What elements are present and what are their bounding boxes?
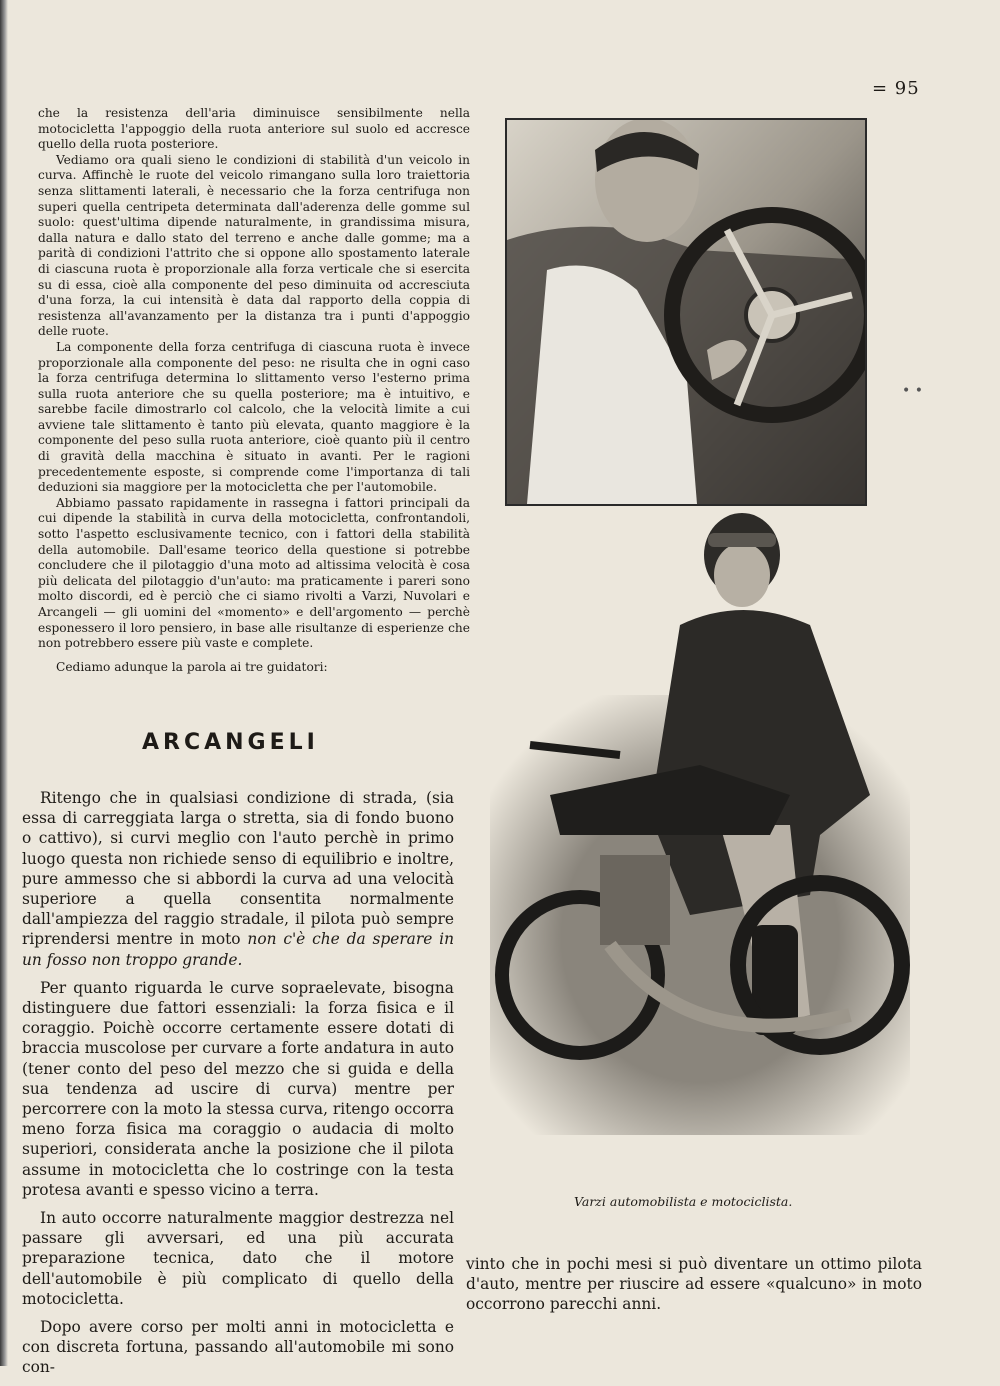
photo-driver-in-car-illustration <box>507 120 865 504</box>
photo-rider-on-motorcycle-illustration <box>490 495 910 1135</box>
paragraph: che la resistenza dell'aria diminuisce sensibilmente nella motocicletta l'appoggio della ruota anteriore sul suolo ed accresce quello della ruota posteriore. <box>38 106 470 152</box>
paragraph-text: Ritengo che in qualsiasi condizione di strada, (sia essa di carreggiata larga o stretta, sia di fondo buono o cattivo), si curvi meglio con l'auto perchè in primo luogo questa non richiede senso di equilibrio e inoltre, pure ammesso che si abbordi la curva ad una velocità superiore a quella consentita normalmente dall'ampiezza del raggio stradale, il pilota può sempre riprendersi mentre in moto <box>22 789 454 949</box>
paragraph: In auto occorre naturalmente maggior destrezza nel passare gli avversari, ed una più accurata preparazione tecnica, dato che il motore dell'automobile è più complicato di quello della motocicletta. <box>22 1209 454 1308</box>
right-text-continuation <box>466 1254 922 1315</box>
section-heading: ARCANGELI <box>142 730 319 755</box>
paragraph: Per quanto riguarda le curve sopraelevate, bisogna distinguere due fattori essenziali: la forza fisica e il coraggio. Poichè occorre certamente essere dotati di braccia muscolose per curvare a forte andatura in auto (tener conto del peso del mezzo che si guida e della sua tendenza ad uscire di curva) mentre per percorrere con la moto la stessa curva, ritengo occorra meno forza fisica ma coraggio o audacia di molto superiori, considerata anche la posizione che il pilota assume in motocicletta che lo costringe con la testa protesa avanti e spesso vicino a terra. <box>22 978 455 1199</box>
paragraph: Dopo avere corso per molti anni in motocicletta e con discreta fortuna, passando all'automobile mi sono con- <box>22 1318 454 1377</box>
paragraph: Abbiamo passato rapidamente in rassegna i fattori principali da cui dipende la stabilità in curva della motocicletta, confrontandoli, sotto l'aspetto esclusivamente tecnico, con i fattori della stabilità della automobile. Dall'esame teorico della questione si potrebbe concludere che il pilotaggio d'una moto ad altissima velocità è cosa più delicata del pilotaggio d'un'auto: ma praticamente i pareri sono molto discordi, ed è perciò che ci siamo rivolti a Varzi, Nuvolari e Arcangeli — gli uomini del «momento» e dell'argomento — perchè esponessero il loro pensiero, in base alle risultanze di esperienze che non potrebbero essere più vaste e complete. <box>38 495 470 651</box>
photo-driver-in-car <box>505 118 867 506</box>
paragraph: vinto che in pochi mesi si può diventare un ottimo pilota d'auto, mentre per riuscire ad essere «qualcuno» in moto occorrono parecchi anni. <box>466 1255 922 1314</box>
paragraph: Cediamo adunque la parola ai tre guidatori: <box>56 659 328 674</box>
italic-text: non c'è che da sperare in un fosso non troppo grande. <box>22 930 454 969</box>
paragraph: Vediamo ora quali sieno le condizioni di stabilità d'un veicolo in curva. Affinchè le ruote del veicolo rimangano sulla loro traiettoria senza slittamenti laterali, è necessario che la forza centrifuga non superi quella centripeta determinata dall'aderenza delle gomme sul suolo: quest'ultima dipende naturalmente, in grandissima misura, dalla natura e dallo stato del terreno e anche dalle gomme; ma a parità di condizioni l'attrito che si oppone allo spostamento laterale di ciascuna ruota è proporzionale alla forza verticale che si esercita su di essa, cioè alla componente del peso diminuita od accresciuta d'una forza, la cui intensità è data dal rapporto della coppia di resistenza all'avanzamento per la distanza tra i punti d'appoggio delle ruote. <box>38 152 470 339</box>
paragraph: La componente della forza centrifuga di ciascuna ruota è invece proporzionale alla componente del peso: ne risulta che in ogni caso la forza centrifuga determina lo slittamento verso l'esterno prima sulla ruota anteriore che su quella posteriore; ma è intuitivo, e sarebbe facile dimostrarlo col calcolo, che la velocità limite a cui avviene tale slittamento è tanto più elevata, quanto maggiore è la componente del peso sulla ruota anteriore, cioè quanto più il centro di gravità della macchina è situato in avanti. Per le ragioni precedentemente esposte, si comprende come l'importanza di tali deduzioni sia maggiore per la motocicletta che per l'automobile. <box>38 339 470 495</box>
page-number: = 95 <box>872 78 920 99</box>
top-text-column <box>38 106 470 675</box>
paragraph <box>22 788 454 970</box>
bottom-text-column <box>22 788 454 1386</box>
photo-caption: Varzi automobilista e motociclista. <box>574 1194 793 1209</box>
photo-rider-on-motorcycle <box>490 495 910 1135</box>
print-speck: • • <box>902 383 923 399</box>
page-binding-edge <box>0 0 8 1366</box>
